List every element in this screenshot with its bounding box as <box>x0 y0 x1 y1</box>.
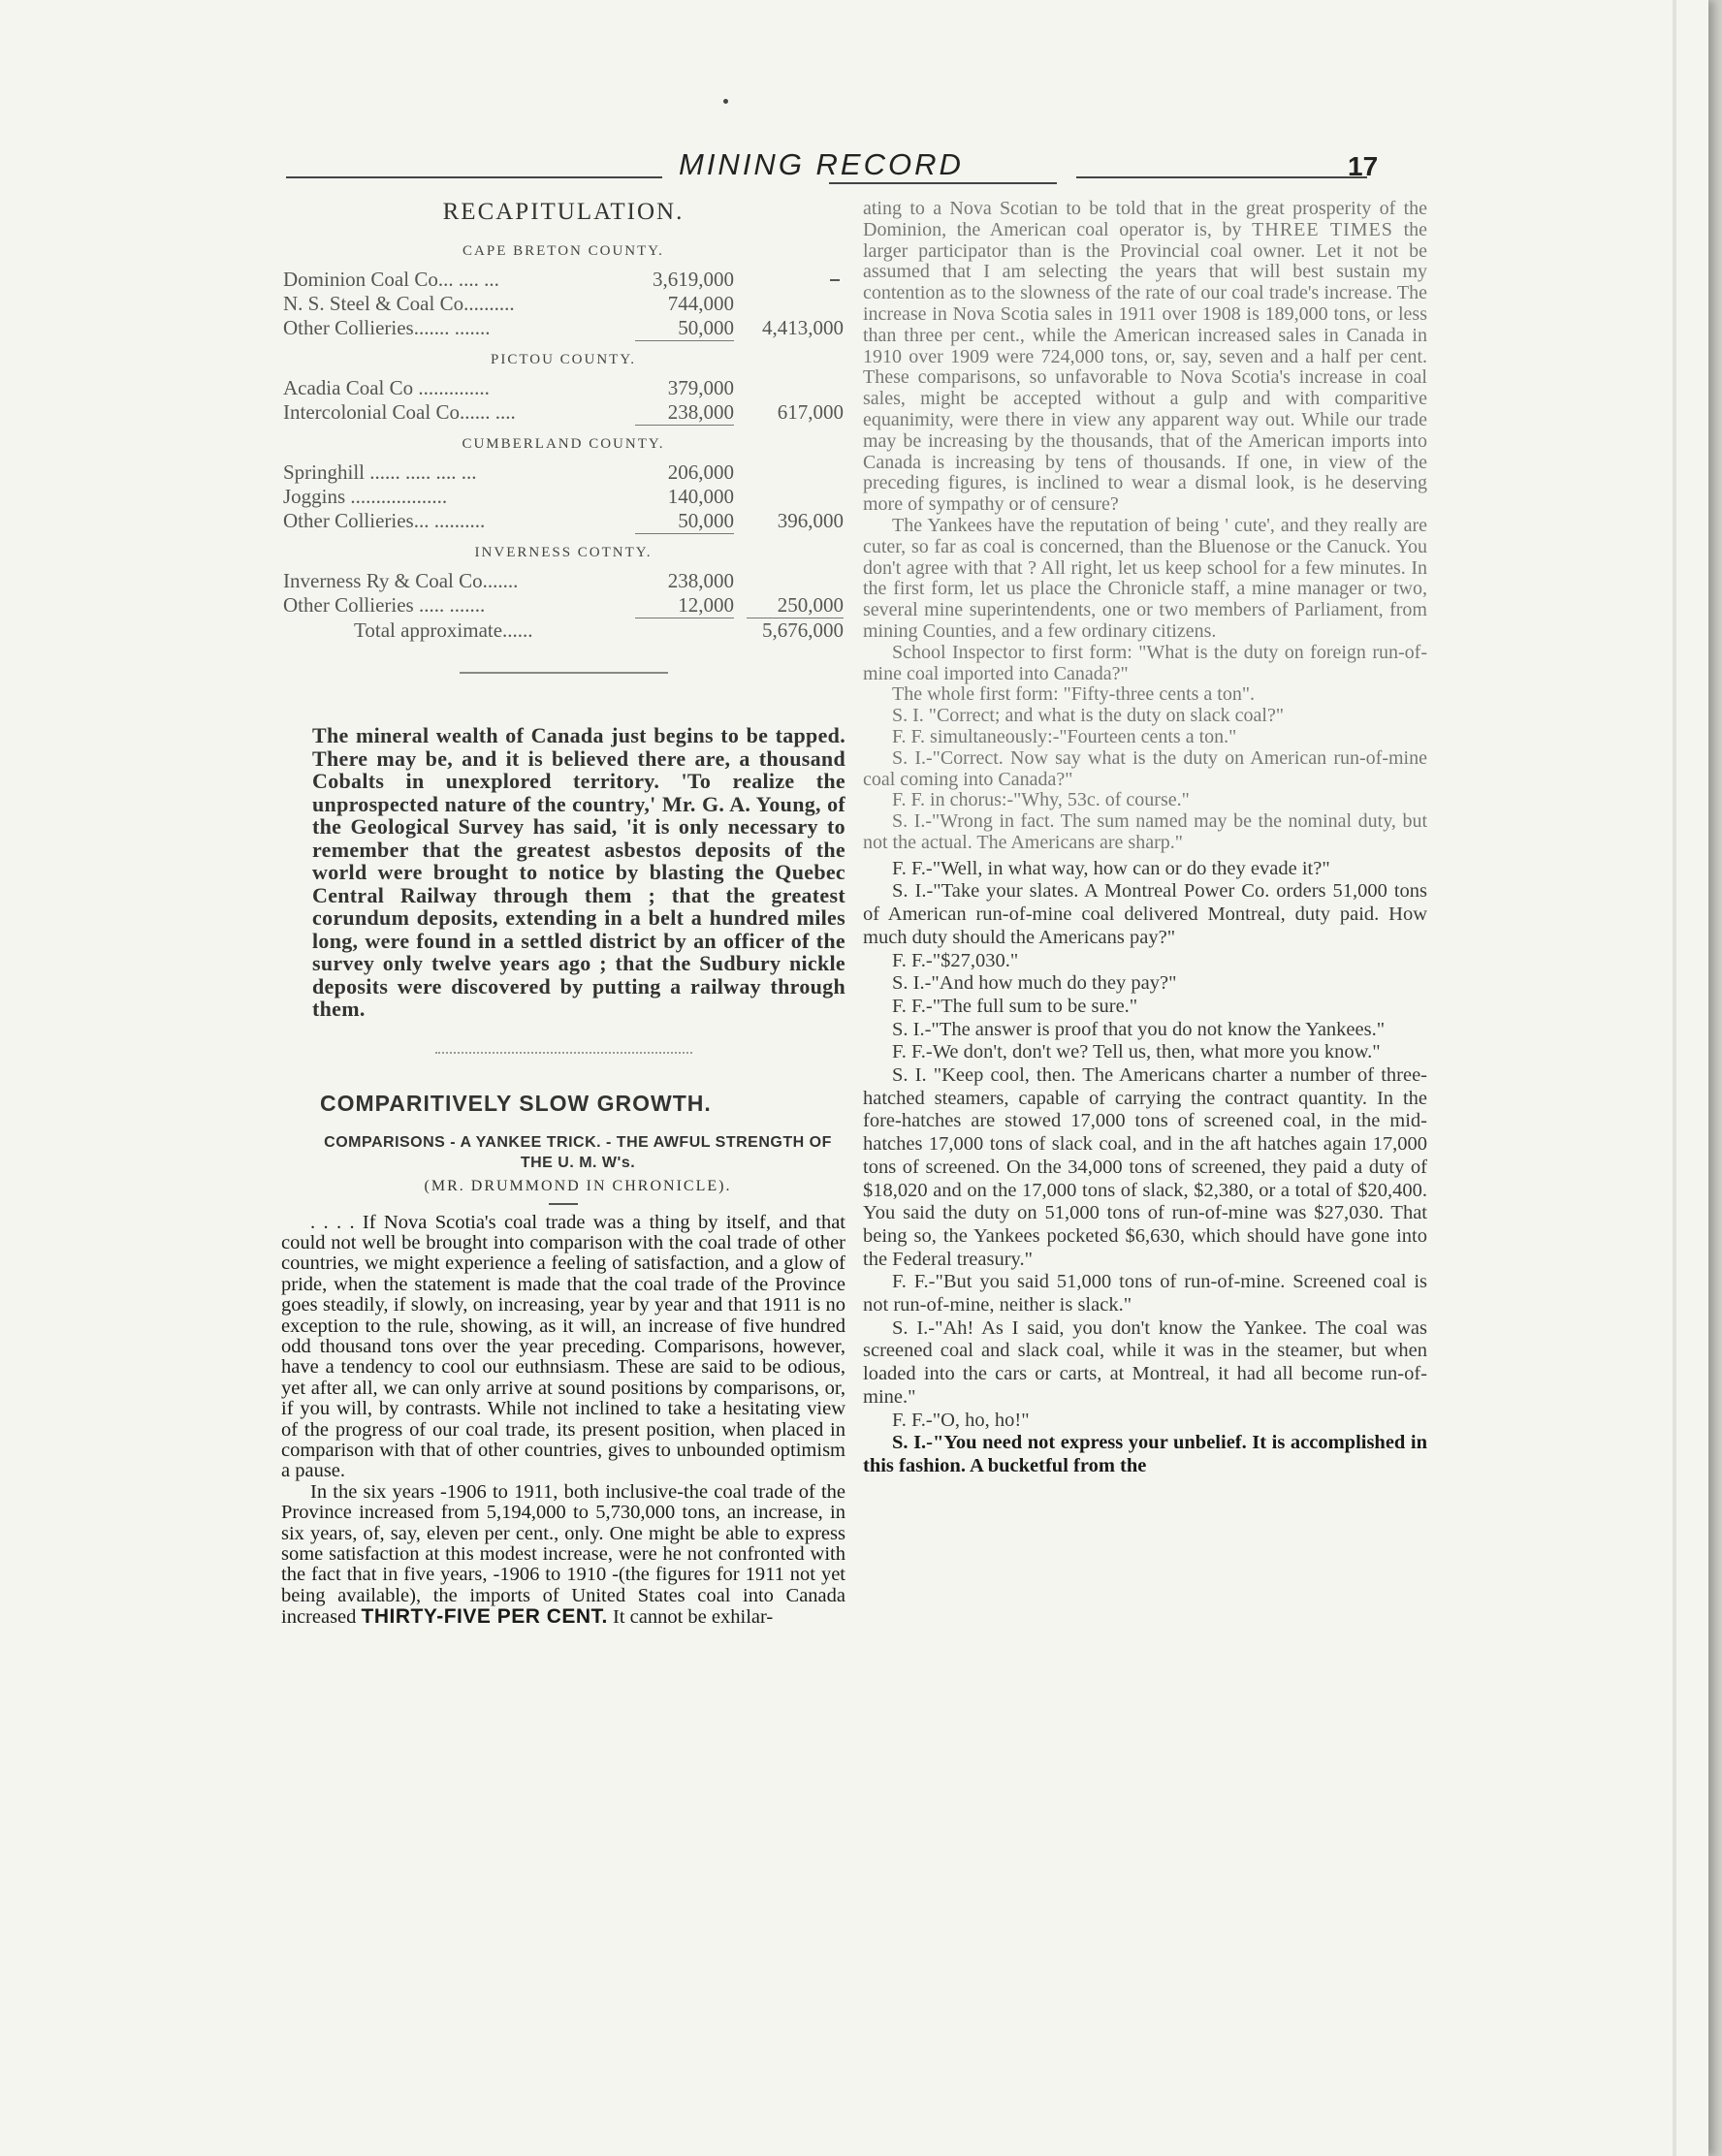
county-heading-cape-breton: CAPE BRETON COUNTY. <box>462 243 664 259</box>
article-title: COMPARITIVELY SLOW GROWTH. <box>320 1090 712 1116</box>
county-heading-inverness: INVERNESS COTNTY. <box>474 545 653 560</box>
page-number: 17 <box>1348 151 1379 181</box>
emphasis-caps: THREE TIMES <box>1252 218 1393 240</box>
recap-row: Other Collieries... .......... 50,000 396,000 <box>283 509 844 532</box>
header-rule-left <box>286 176 662 178</box>
recap-row: Springhill ...... ..... .... ... 206,000 <box>283 460 734 484</box>
recap-row: Intercolonial Coal Co...... .... 238,000 617,000 <box>283 400 844 424</box>
article-paragraph: In the six years -1906 to 1911, both inclusive-the coal trade of the Province increased from 5,194,000 to 5,730,000 tons, an increase, in six years, of, say, eleven per cent., only. One might be able to express some satisfaction at this modest increase, were he not confronted with the fact that in five years, -1906 to 1910 -(the figures for 1911 not yet being available), the imports of United States coal into Canada increased THIRTY-FIVE PER CENT. It cannot be exhilar- <box>281 1480 845 1629</box>
dialogue-line: F. F. simultaneously:-"Fourteen cents a ton." <box>892 725 1237 747</box>
dialogue-line: F. F.-"Well, in what way, how can or do they evade it?" <box>892 857 1330 879</box>
article-paragraph: ating to a Nova Scotian to be told that in the great prosperity of the Dominion, the American coal operator is, by THREE TIMES the larger participator than is the Provincial coal owner. Let it not be assumed that I am selecting the years that will best sustain my contention as to the slowness of the rate of our coal trade's increase. The increase in Nova Scotia sales in 1911 over 1908 is 189,000 tons, or less than three per cent., while the American increased sales in Canada in 1910 over 1909 were 724,000 tons, or, say, seven and a half per cent. These comparisons, so unfavorable to Nova Scotia's increase in coal sales, might be accepted without a gulp and with comparitive equanimity, were there in view any apparent way out. While our trade may be increasing by the thousands, that of the American imports into Canada is increasing by tens of thousands. If one, in view of the preceding figures, is inclined to wear a dismal look, is he deserving more of sympathy or of censure? <box>863 198 1427 516</box>
county-heading-cumberland: CUMBERLAND COUNTY. <box>462 436 665 452</box>
recap-row: Acadia Coal Co .............. 379,000 <box>283 376 734 399</box>
county-total: 617,000 <box>777 400 844 424</box>
dialogue-line: S. I.-"You need not express your unbelief. It is accomplished in this fashion. A bucketful from the <box>863 1432 1427 1476</box>
running-title: MINING RECORD <box>679 147 964 181</box>
section-divider <box>460 672 668 674</box>
grand-total-row: Total approximate...... 5,676,000 <box>354 618 844 642</box>
dialogue-line: S. I.-"Correct. Now say what is the duty on American run-of-mine coal coming into Canada?" <box>863 746 1427 790</box>
ink-dot <box>723 99 728 104</box>
dialogue-line: S. I.-"Ah! As I said, you don't know the Yankee. The coal was screened coal and slack coal, while it was in the steamer, but when loaded into the cars or carts, at Montreal, it had all become run-of-mine." <box>863 1316 1427 1408</box>
dialogue-line: S. I.-"The answer is proof that you do not know the Yankees." <box>892 1018 1386 1040</box>
dotted-divider <box>435 1052 692 1054</box>
header-rule-right <box>1076 176 1367 178</box>
right-column <box>863 199 1427 1478</box>
page-header <box>286 147 1450 186</box>
dialogue-line: S. I. "Correct; and what is the duty on slack coal?" <box>892 705 1285 727</box>
dialogue-line: The whole first form: "Fifty-three cents a ton". <box>892 683 1256 706</box>
article-paragraph: The Yankees have the reputation of being ' cute', and they really are cuter, so far as coal is concerned, than the Bluenose or the Canuck. You don't agree with that ? All right, let us keep school for a few minutes. In the first form, let us place the Chronicle staff, a mine manager or two, several mine superintendents, one or two members of Parliament, from mining Counties, and a few ordinary citizens. <box>863 514 1427 642</box>
dialogue-line: School Inspector to first form: "What is the duty on foreign run-of-mine coal imported into Canada?" <box>863 641 1427 684</box>
recap-row: Joggins ................... 140,000 <box>283 485 734 508</box>
article-rule <box>549 1203 578 1205</box>
title-underline <box>829 182 1057 184</box>
dialogue-line: F. F.-"$27,030." <box>892 949 1019 971</box>
dialogue-line: F. F.-"But you said 51,000 tons of run-of-mine. Screened coal is not run-of-mine, neither is slack." <box>863 1271 1427 1316</box>
recap-row: Other Collieries....... ....... 50,000 4,413,000 <box>283 316 844 339</box>
article-paragraph: . . . . If Nova Scotia's coal trade was a thing by itself, and that could not well be brought into comparison with the coal trade of other countries, we might experience a feeling of satisfaction, and a glow of pride, when the statement is made that the coal trade of the Province goes steadily, if slowly, on increasing, year by year and that 1911 is no exception to the rule, showing, as it will, an increase of five hundred odd thousand tons over the year preceding. Comparisons, however, have a tendency to cool our euthnsiasm. These are said to be odious, yet after all, we can only arrive at sound positions by comparisons, or, if you will, by contrasts. While not inclined to take a hesitating view of the progress of our coal trade, its present position, when placed in comparison with that of other countries, gives to unbounded optimism a pause. <box>281 1211 845 1482</box>
dialogue-line: F. F.-"The full sum to be sure." <box>892 995 1138 1017</box>
dialogue-line: F. F.-"O, ho, ho!" <box>892 1409 1030 1431</box>
article-source: (MR. DRUMMOND IN CHRONICLE). <box>424 1177 732 1194</box>
dialogue-line: F. F. in chorus:-"Why, 53c. of course." <box>892 789 1190 811</box>
recap-row: Inverness Ry & Coal Co....... 238,000 <box>283 569 734 592</box>
page-edge <box>1673 0 1676 2156</box>
dialogue-line: S. I.-"Wrong in fact. The sum named may be the nominal duty, but not the actual. The Americans are sharp." <box>863 810 1427 853</box>
dialogue-line: S. I.-"Take your slates. A Montreal Power Co. orders 51,000 tons of American run-of-mine coal delivered Montreal, duty paid. How much duty should the Americans pay?" <box>863 880 1427 948</box>
recap-row: Dominion Coal Co... .... ... 3,619,000 <box>283 268 734 291</box>
recap-row: N. S. Steel & Coal Co.......... 744,000 <box>283 292 734 315</box>
county-heading-pictou: PICTOU COUNTY. <box>491 352 636 367</box>
article-subtitle: COMPARISONS - A YANKEE TRICK. - THE AWFUL STRENGTH OF THE U. M. W's. <box>324 1133 832 1171</box>
mineral-wealth-paragraph: The mineral wealth of Canada just begins to be tapped. There may be, and it is believed there are, a thousand Cobalts in unexplored territory. 'To realize the unprospected nature of the country,' Mr. G. A. Young, of the Geological Survey has said, 'it is only necessary to remember that the greatest asbestos deposits of the world were brought to notice by blasting the Quebec Central Railway through them ; that the greatest corundum deposits, extending in a belt a hundred miles long, were found in a settled district by an officer of the survey only twelve years ago ; that the Sudbury nickle deposits were discovered by putting a railway through them. <box>312 723 845 1021</box>
emphasis-caps: THIRTY-FIVE PER CENT. <box>361 1605 608 1629</box>
dialogue-line: S. I.-"And how much do they pay?" <box>892 972 1177 995</box>
recap-title: RECAPITULATION. <box>442 199 685 225</box>
grand-total: 5,676,000 <box>762 618 844 642</box>
county-total: 396,000 <box>777 509 844 532</box>
county-total: 250,000 <box>747 593 844 618</box>
dialogue-line: S. I. "Keep cool, then. The Americans charter a number of three-hatched steamers, capable of carrying the contract quantity. In the fore-hatches are stowed 17,000 tons of screened coal, in the mid-hatches 17,000 tons of slack coal, and in the aft hatches again 17,000 tons of screened. On the 34,000 tons of screened, they paid a duty of $18,020 and on the 17,000 tons of slack, $2,380, or a total of $20,400. You said the duty on 51,000 tons of run-of-mine was $27,030. That being so, the Yankees pocketed $6,630, which should have gone into the Federal treasury." <box>863 1064 1427 1270</box>
recap-row: Other Collieries ..... ....... 12,000 250,000 <box>283 593 844 617</box>
dialogue-line: F. F.-We don't, don't we? Tell us, then, what more you know." <box>892 1041 1381 1063</box>
county-total: 4,413,000 <box>762 316 844 339</box>
left-column <box>281 199 845 1629</box>
